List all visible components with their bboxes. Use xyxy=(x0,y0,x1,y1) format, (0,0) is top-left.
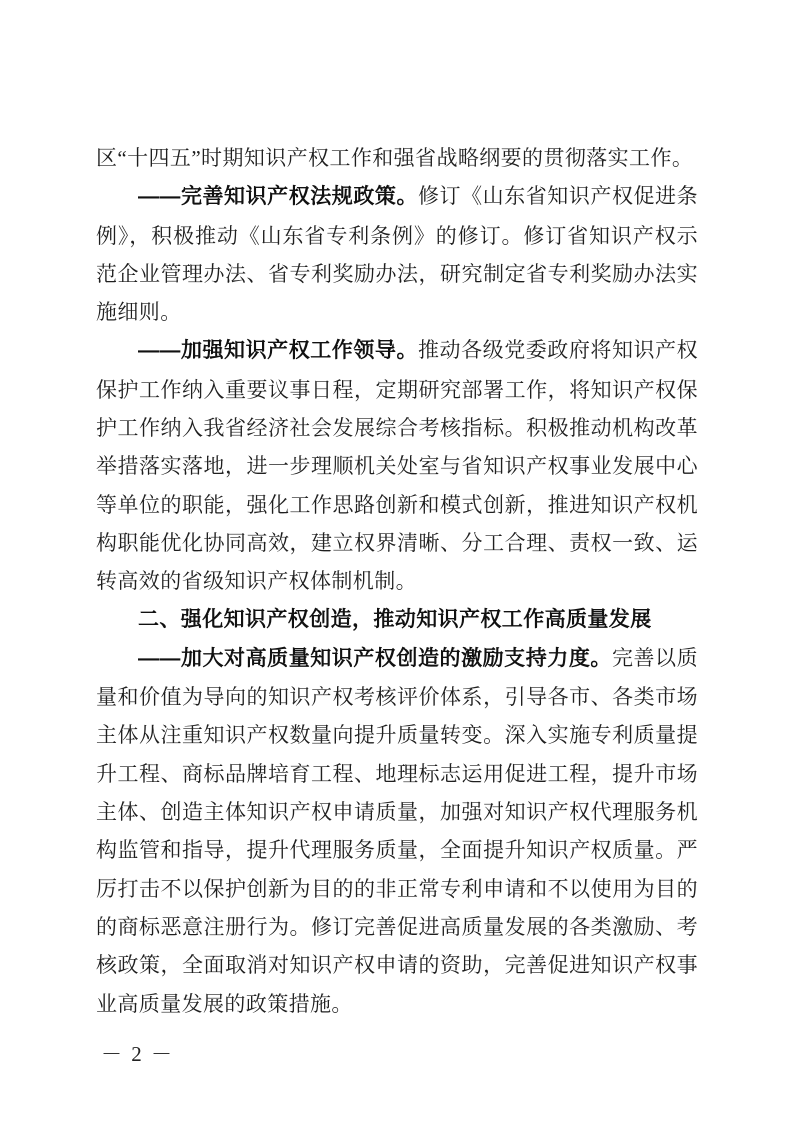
paragraph-continuation xyxy=(96,139,698,177)
paragraph-text: 完善以质量和价值为导向的知识产权考核评价体系，引导各市、各类市场主体从注重知识产权数量向提升质量转变。深入实施专利质量提升工程、商标品牌培育工程、地理标志运用促进工程，提升市场主体、创造主体知识产权申请质量，加强对知识产权代理服务机构监管和指导，提升代理服务质量，全面提升知识产权质量。严厉打击不以保护创新为目的的非正常专利申请和不以使用为目的的商标恶意注册行为。修订完善促进高质量发展的各类激励、考核政策，全面取消对知识产权申请的资助，完善促进知识产权事业高质量发展的政策措施。 xyxy=(96,645,698,1016)
paragraph-text: 修订《山东省知识产权促进条例》，积极推动《山东省专利条例》的修订。修订省知识产权示范企业管理办法、省专利奖励办法，研究制定省专利奖励办法实施细则。 xyxy=(96,184,698,325)
paragraph-incentive xyxy=(96,639,698,1023)
paragraph-leadership xyxy=(96,331,698,600)
section-heading xyxy=(96,601,698,639)
document-body xyxy=(96,139,698,1023)
paragraph-lead-bold: ——完善知识产权法规政策。 xyxy=(138,185,418,209)
paragraph-lead-bold: ——加大对高质量知识产权创造的激励支持力度。 xyxy=(138,646,612,670)
page-number: － 2 － xyxy=(101,1042,174,1066)
paragraph-text: 推动各级党委政府将知识产权保护工作纳入重要议事日程，定期研究部署工作，将知识产权保护工作纳入我省经济社会发展综合考核指标。积极推动机构改革举措落实落地，进一步理顺机关处室与省知识产权事业发展中心等单位的职能，强化工作思路创新和模式创新，推进知识产权机构职能优化协同高效，建立权界清晰、分工合理、责权一致、运转高效的省级知识产权体制机制。 xyxy=(96,338,698,594)
paragraph-text: 区“十四五”时期知识产权工作和强省战略纲要的贯彻落实工作。 xyxy=(96,146,694,170)
paragraph-policy xyxy=(96,177,698,331)
section-heading-text: 二、强化知识产权创造，推动知识产权工作高质量发展 xyxy=(138,607,652,631)
paragraph-lead-bold: ——加强知识产权工作领导。 xyxy=(138,339,418,363)
